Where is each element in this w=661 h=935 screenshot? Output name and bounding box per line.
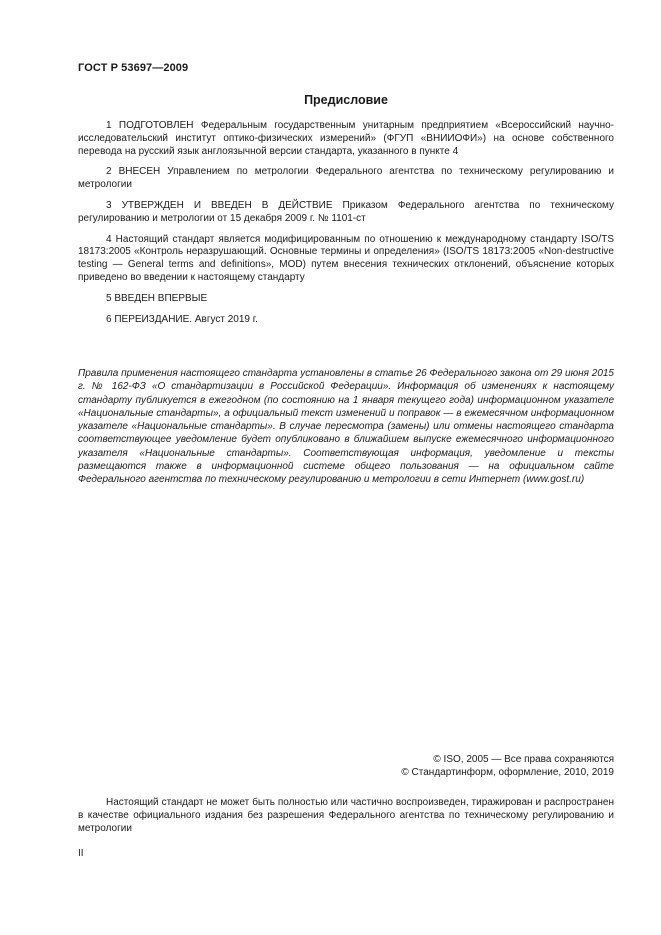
preface-item-modified: 4 Настоящий стандарт является модифицированным по отношению к международному стандарту ISO/TS 18173:2005 «Контроль неразрушающий. Основные термины и определения» (ISO/TS 18173:2005 «Non-destructive testing — General terms and definitions», MOD) путем внесения технических отклонений, объяснение которых приведено во введении к настоящему стандарту xyxy=(78,233,614,283)
preface-item-introduced: 2 ВНЕСЕН Управлением по метрологии Федерального агентства по техническому регулированию и метрологии xyxy=(78,166,614,191)
document-id: ГОСТ Р 53697—2009 xyxy=(78,62,189,74)
preface-item-reissue: 6 ПЕРЕИЗДАНИЕ. Август 2019 г. xyxy=(106,313,258,325)
preface-item-approved: 3 УТВЕРЖДЕН И ВВЕДЕН В ДЕЙСТВИЕ Приказом Федерального агентства по техническому регулированию и метрологии от 15 декабря 2009 г. № 1101-ст xyxy=(78,199,614,224)
preface-title: Предисловие xyxy=(304,93,388,107)
copyright-iso: © ISO, 2005 — Все права сохраняются xyxy=(433,754,614,765)
copyright-standartinform: © Стандартинформ, оформление, 2010, 2019 xyxy=(401,767,614,779)
copyright-block xyxy=(300,753,614,780)
reproduction-notice: Настоящий стандарт не может быть полностью или частично воспроизведен, тиражирован и распространен в качестве официального издания без разрешения Федерального агентства по техническому регулированию и метрологии xyxy=(78,797,614,834)
application-rules-notice: Правила применения настоящего стандарта установлены в статье 26 Федерального закона от 29 июня 2015 г. № 162-ФЗ «О стандартизации в Российской Федерации». Информация об изменениях к настоящему стандарту публикуется в ежегодном (по состоянию на 1 января текущего года) информационном указателе «Национальные стандарты», а официальный текст изменений и поправок — в ежемесячном информационном указателе «Национальные стандарты». В случае пересмотра (замены) или отмены настоящего стандарта соответствующее уведомление будет опубликовано в ближайшем выпуске ежемесячного информационного указателя «Национальные стандарты». Соответствующая информация, уведомление и тексты размещаются также в информационной системе общего пользования — на официальном сайте Федерального агентства по техническому регулированию и метрологии в сети Интернет (www.gost.ru) xyxy=(78,368,614,486)
page-number: II xyxy=(78,848,84,859)
preface-items xyxy=(78,120,614,334)
preface-item-prepared: 1 ПОДГОТОВЛЕН Федеральным государственным унитарным предприятием «Всероссийский научно-исследовательский институт оптико-физических измерений» (ФГУП «ВНИИОФИ») на основе собственного перевода на русский язык англоязычной версии стандарта, указанного в пункте 4 xyxy=(78,120,614,157)
preface-item-first-introduced: 5 ВВЕДЕН ВПЕРВЫЕ xyxy=(106,292,208,304)
